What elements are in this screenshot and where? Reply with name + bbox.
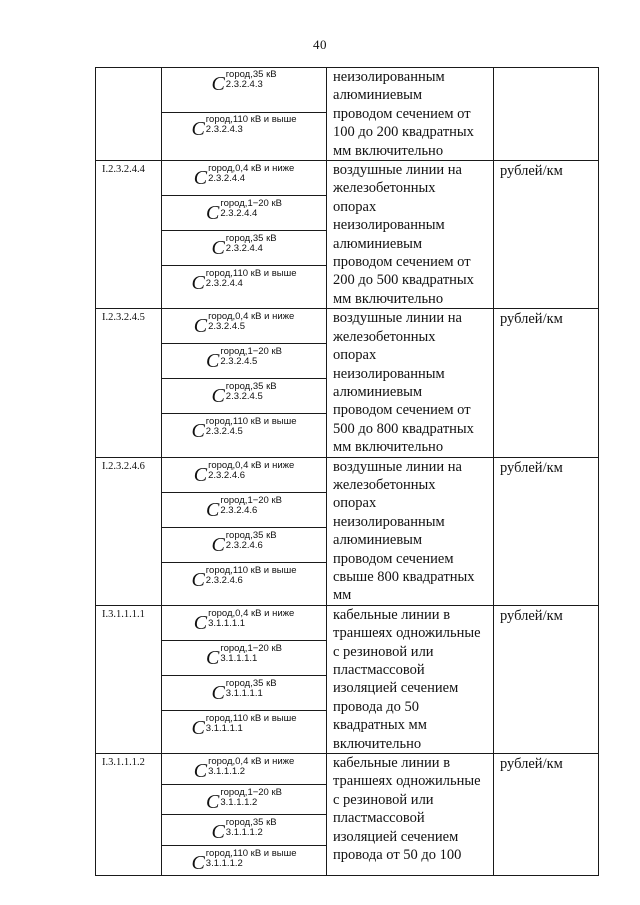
formula-superscript: город,0,4 кВ и ниже [208,756,295,768]
formula-subscript: 2.3.2.4.3 [225,79,263,90]
formula-subscript: 2.3.2.4.6 [225,539,263,551]
formula-cell [162,68,327,161]
row-code: I.3.1.1.1.2 [96,754,162,876]
formula-subscript: 2.3.2.4.6 [220,504,258,516]
row-code: I.2.3.2.4.6 [96,457,162,605]
formula-superscript: город,110 кВ и выше [205,847,297,859]
formula-superscript: город,35 кВ [225,677,277,689]
table-row [96,161,599,309]
table-row [96,457,599,605]
formula-symbol: C [193,315,208,338]
formula-superscript: город,1−20 кВ [220,786,282,798]
formula-superscript: город,35 кВ [225,817,277,829]
formula-subscript: 3.1.1.1.1 [225,687,263,699]
rate-formula [162,265,326,300]
formula-subscript: 2.3.2.4.5 [220,356,258,368]
formula-symbol: C [206,646,220,669]
formula-cell [162,754,327,876]
formula-symbol: C [193,463,208,486]
description-text: кабельные линии в траншеях одножильные с резиновой или пластмассовой изоляцией сечением провода до 50 квадратных мм включительно [333,606,481,752]
rate-formula [162,527,326,562]
rate-formula [162,68,326,112]
formula-subscript: 2.3.2.4.5 [205,426,243,438]
rate-formula [162,458,326,492]
formula-subscript: 2.3.2.4.5 [225,391,263,403]
row-description [327,68,494,161]
formula-superscript: город,110 кВ и выше [205,564,297,576]
formula-subscript: 2.3.2.4.4 [208,173,246,185]
formula-superscript: город,35 кВ [225,381,277,393]
formula-subscript: 3.1.1.1.1 [208,617,246,629]
formula-subscript: 2.3.2.4.4 [220,208,258,220]
rate-formula [162,710,326,745]
formula-symbol: C [193,611,208,634]
rate-formula [162,675,326,710]
formula-symbol: C [206,498,220,521]
rate-formula [162,413,326,448]
formula-symbol: C [211,533,225,556]
formula-symbol: C [211,385,225,408]
rate-formula [162,230,326,265]
formula-subscript: 2.3.2.4.3 [205,123,243,135]
formula-symbol: C [206,790,220,813]
table-row [96,309,599,457]
rate-formula [162,562,326,597]
formula-superscript: город,0,4 кВ и ниже [208,163,295,175]
row-unit: рублей/км [494,754,599,876]
formula-superscript: город,1−20 кВ [220,346,282,358]
table-row [96,68,599,161]
row-unit: рублей/км [494,309,599,457]
rate-formula [162,640,326,675]
formula-superscript: город,110 кВ и выше [205,416,297,428]
row-unit: рублей/км [494,605,599,753]
formula-subscript: 2.3.2.4.6 [208,469,246,481]
rate-formula [162,754,326,784]
formula-subscript: 3.1.1.1.2 [205,857,243,869]
formula-symbol: C [191,716,205,739]
row-description [327,754,494,876]
formula-superscript: город,35 кВ [225,233,277,245]
rate-formula [162,814,326,845]
formula-cell [162,309,327,457]
description-text: воздушные линии на железобетонных опорах неизолированным алюминиевым проводом сечением свыше 800 квадратных мм [333,458,475,604]
formula-superscript: город,35 кВ [225,69,277,80]
formula-subscript: 3.1.1.1.2 [220,796,258,808]
row-unit: рублей/км [494,161,599,309]
row-description [327,309,494,457]
rate-formula [162,784,326,815]
formula-symbol: C [191,851,205,874]
description-text: воздушные линии на железобетонных опорах неизолированным алюминиевым проводом сечением от 200 до 500 квадратных мм включительно [333,162,474,307]
formula-symbol: C [191,568,205,591]
formula-subscript: 2.3.2.4.4 [225,243,263,255]
formula-superscript: город,110 кВ и выше [205,268,297,280]
formula-subscript: 3.1.1.1.1 [205,722,243,734]
formula-cell [162,605,327,753]
rate-formula [162,309,326,343]
row-description [327,605,494,753]
formula-superscript: город,1−20 кВ [220,642,282,654]
formula-superscript: город,35 кВ [225,529,277,541]
row-description [327,457,494,605]
formula-symbol: C [211,681,225,704]
table-row [96,754,599,876]
rate-formula [162,378,326,413]
rate-formula [162,161,326,195]
formula-subscript: 3.1.1.1.2 [208,766,246,778]
row-unit: рублей/км [494,457,599,605]
row-unit [494,68,599,161]
description-text: неизолированным алюминиевым проводом сечением от 100 до 200 квадратных мм включительно [333,69,474,159]
formula-subscript: 3.1.1.1.2 [225,827,263,839]
rate-formula [162,112,326,157]
formula-symbol: C [206,350,220,373]
formula-symbol: C [191,420,205,443]
rate-formula [162,492,326,527]
formula-cell [162,161,327,309]
row-code: I.3.1.1.1.1 [96,605,162,753]
page-number: 40 [313,37,327,52]
formula-superscript: город,0,4 кВ и ниже [208,459,295,471]
table-row [96,605,599,753]
formula-superscript: город,110 кВ и выше [205,113,297,125]
formula-symbol: C [211,821,225,844]
row-code: I.2.3.2.4.5 [96,309,162,457]
formula-superscript: город,1−20 кВ [220,494,282,506]
formula-subscript: 2.3.2.4.5 [208,321,246,333]
formula-symbol: C [211,73,225,95]
formula-symbol: C [191,272,205,295]
formula-symbol: C [193,167,208,190]
formula-superscript: город,110 кВ и выше [205,712,297,724]
rates-table [95,67,599,876]
formula-superscript: город,1−20 кВ [220,198,282,210]
formula-superscript: город,0,4 кВ и ниже [208,607,295,619]
row-code [96,68,162,161]
formula-symbol: C [211,237,225,260]
formula-superscript: город,0,4 кВ и ниже [208,311,295,323]
row-code: I.2.3.2.4.4 [96,161,162,309]
description-text: воздушные линии на железобетонных опорах неизолированным алюминиевым проводом сечением от 500 до 800 квадратных мм включительно [333,310,474,456]
formula-symbol: C [191,117,205,140]
formula-symbol: C [206,202,220,225]
rate-formula [162,845,326,876]
rate-formula [162,606,326,640]
description-text: кабельные линии в траншеях одножильные с резиновой или пластмассовой изоляцией сечением провода от 50 до 100 [333,755,481,864]
formula-subscript: 2.3.2.4.4 [205,278,243,290]
rate-formula [162,343,326,378]
formula-symbol: C [193,760,208,783]
formula-subscript: 3.1.1.1.1 [220,652,258,664]
rate-formula [162,195,326,230]
formula-subscript: 2.3.2.4.6 [205,574,243,586]
row-description [327,161,494,309]
formula-cell [162,457,327,605]
